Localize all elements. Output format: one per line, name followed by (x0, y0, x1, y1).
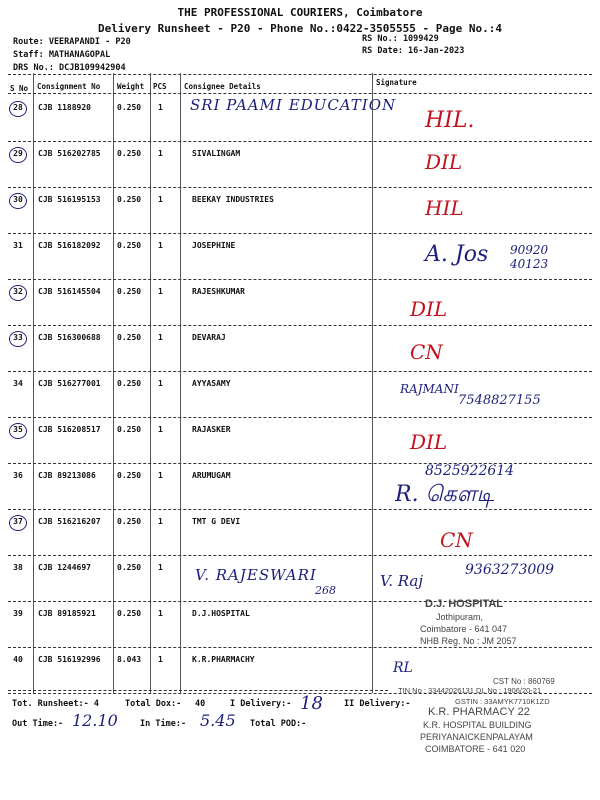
pcs-value: 1 (158, 241, 163, 250)
row-separator (8, 187, 592, 188)
weight-value: 0.250 (117, 379, 142, 388)
stamp-dj-place: Jothipuram, (436, 612, 484, 622)
consignment-number: CJB 1244697 (38, 563, 91, 572)
consignee-name: TMT G DEVI (192, 517, 241, 526)
consignee-name: SIVALINGAM (192, 149, 241, 158)
consignment-number: CJB 516208517 (38, 425, 101, 434)
consignee-name: DEVARAJ (192, 333, 226, 342)
total-runsheet: Tot. Runsheet:- 4 (12, 699, 99, 709)
rs-number: RS No.: 1099429 (362, 34, 439, 44)
signature-mark: CN (440, 528, 473, 552)
stamp-dj-city: Coimbatore - 641 047 (420, 624, 508, 634)
stamp-kr-name: K.R. PHARMACY 22 (428, 706, 530, 718)
runsheet-subtitle: Delivery Runsheet - P20 - Phone No.:0422-3505555 - Page No.:4 (98, 22, 502, 35)
pcs-value: 1 (158, 379, 163, 388)
consignee-name: D.J.HOSPITAL (192, 609, 250, 618)
weight-value: 0.250 (117, 149, 142, 158)
consignment-number: CJB 516182092 (38, 241, 101, 250)
row-separator (8, 141, 592, 142)
row-serial-number: 40 (13, 655, 23, 664)
pcs-value: 1 (158, 287, 163, 296)
in-time-label: In Time:- (140, 719, 187, 729)
consignment-number: CJB 516145504 (38, 287, 101, 296)
pcs-value: 1 (158, 517, 163, 526)
signature-mark: RL (393, 660, 413, 676)
i-delivery-label: I Delivery:- (230, 699, 292, 709)
signature-mark: DIL (410, 430, 448, 454)
col-header-weight: Weight (117, 82, 145, 91)
handwritten-note: 8525922614 (425, 463, 515, 479)
row-separator (8, 555, 592, 556)
pcs-value: 1 (158, 655, 163, 664)
weight-value: 0.250 (117, 609, 142, 618)
col-divider (150, 73, 151, 693)
consignee-name: BEEKAY INDUSTRIES (192, 195, 274, 204)
consignee-name: ARUMUGAM (192, 471, 231, 480)
pcs-value: 1 (158, 103, 163, 112)
consignee-name: AYYASAMY (192, 379, 231, 388)
pcs-value: 1 (158, 471, 163, 480)
row-separator (8, 417, 592, 418)
consignee-name: K.R.PHARMACHY (192, 655, 255, 664)
row-serial-number: 28 (13, 103, 23, 112)
pcs-value: 1 (158, 333, 163, 342)
route-label: Route: VEERAPANDI - P20 (13, 37, 131, 47)
pcs-value: 1 (158, 149, 163, 158)
consignment-number: CJB 89185921 (38, 609, 96, 618)
handwritten-note: 9363273009 (465, 562, 555, 578)
consignment-number: CJB 516300688 (38, 333, 101, 342)
weight-value: 0.250 (117, 425, 142, 434)
row-separator (8, 601, 592, 602)
col-header-sno: S No (10, 84, 29, 93)
signature-mark: DIL (425, 150, 463, 174)
table-top-line (8, 74, 592, 75)
signature-mark: HIL. (425, 108, 475, 133)
consignment-number: CJB 516195153 (38, 195, 101, 204)
signature-mark: R. கௌடி (395, 482, 495, 507)
handwritten-note: 90920 40123 (510, 243, 549, 271)
row-serial-number: 29 (13, 149, 23, 158)
pcs-value: 1 (158, 563, 163, 572)
consignment-number: CJB 516202785 (38, 149, 101, 158)
row-separator (8, 233, 592, 234)
weight-value: 0.250 (117, 517, 142, 526)
weight-value: 0.250 (117, 195, 142, 204)
serial-circle-mark (9, 193, 27, 209)
row-serial-number: 36 (13, 471, 23, 480)
stamp-kr-area: PERIYANAICKENPALAYAM (420, 732, 533, 742)
col-divider (372, 73, 373, 693)
stamp-kr-tin: TIN No : 33442026131 DL No : 1906/20-21 (398, 686, 542, 695)
weight-value: 0.250 (117, 287, 142, 296)
rs-date: RS Date: 16-Jan-2023 (362, 46, 465, 56)
consignee-name: RAJESHKUMAR (192, 287, 245, 296)
serial-circle-mark (9, 423, 27, 439)
col-header-consignment: Consignment No (37, 82, 101, 91)
row-serial-number: 39 (13, 609, 23, 618)
row-serial-number: 30 (13, 195, 23, 204)
weight-value: 0.250 (117, 563, 142, 572)
handwritten-note: 7548827155 (458, 393, 541, 408)
serial-circle-mark (9, 285, 27, 301)
row-separator (8, 509, 592, 510)
stamp-kr-gstin: GSTIN : 33AMYK7710K1ZD (455, 697, 550, 706)
col-divider (180, 73, 181, 693)
in-time-value: 5.45 (200, 711, 236, 730)
signature-mark: CN (410, 340, 443, 364)
serial-circle-mark (9, 331, 27, 347)
ii-delivery-label: II Delivery:- (344, 699, 411, 709)
weight-value: 8.043 (117, 655, 142, 664)
header-underline (8, 93, 592, 94)
row-serial-number: 38 (13, 563, 23, 572)
drs-label: DRS No.: DCJB109942904 (13, 63, 126, 73)
stamp-kr-cst: CST No : 860769 (493, 677, 555, 686)
row-separator (8, 279, 592, 280)
pcs-value: 1 (158, 609, 163, 618)
company-title: THE PROFESSIONAL COURIERS, Coimbatore (177, 6, 423, 19)
stamp-kr-building: K.R. HOSPITAL BUILDING (423, 720, 532, 730)
row-separator (8, 647, 592, 648)
consignee-name: RAJASKER (192, 425, 231, 434)
weight-value: 0.250 (117, 241, 142, 250)
stamp-kr-city: COIMBATORE - 641 020 (425, 744, 526, 754)
signature-mark: V. Raj (380, 572, 423, 590)
handwritten-consignee: V. RAJESWARI (195, 566, 317, 584)
row-serial-number: 35 (13, 425, 23, 434)
col-divider (113, 73, 114, 693)
staff-label: Staff: MATHANAGOPAL (13, 50, 111, 60)
col-header-signature: Signature (376, 78, 417, 87)
signature-mark: DIL (410, 297, 448, 321)
consignment-number: CJB 516216207 (38, 517, 101, 526)
col-divider (33, 73, 34, 693)
signature-mark: A. Jos (425, 242, 489, 267)
row-serial-number: 33 (13, 333, 23, 342)
serial-circle-mark (9, 147, 27, 163)
stamp-dj-name: D.J. HOSPITAL (425, 598, 504, 610)
row-separator (8, 325, 592, 326)
out-time-value: 12.10 (72, 711, 118, 730)
consignment-number: CJB 516192996 (38, 655, 101, 664)
row-serial-number: 32 (13, 287, 23, 296)
total-dox-value: 40 (195, 699, 206, 709)
handwritten-consignee: SRI PAAMI EDUCATION (190, 96, 397, 114)
row-serial-number: 34 (13, 379, 23, 388)
weight-value: 0.250 (117, 333, 142, 342)
weight-value: 0.250 (117, 471, 142, 480)
row-serial-number: 31 (13, 241, 23, 250)
out-time-label: Out Time:- (12, 719, 64, 729)
stamp-dj-reg: NHB Reg. No : JM 2057 (420, 636, 517, 646)
pcs-value: 1 (158, 195, 163, 204)
row-serial-number: 37 (13, 517, 23, 526)
handwritten-note: 268 (315, 584, 336, 597)
total-pod-label: Total POD:- (250, 719, 307, 729)
consignee-name: JOSEPHINE (192, 241, 236, 250)
i-delivery-value: 18 (300, 693, 323, 714)
total-dox-label: Total Dox:- (125, 699, 182, 709)
signature-mark: HIL (425, 196, 464, 220)
consignment-number: CJB 1188920 (38, 103, 91, 112)
serial-circle-mark (9, 101, 27, 117)
weight-value: 0.250 (117, 103, 142, 112)
serial-circle-mark (9, 515, 27, 531)
pcs-value: 1 (158, 425, 163, 434)
signature-mark: RAJMANI (400, 382, 459, 396)
consignment-number: CJB 89213086 (38, 471, 96, 480)
col-header-consignee: Consignee Details (184, 82, 261, 91)
consignment-number: CJB 516277001 (38, 379, 101, 388)
row-separator (8, 371, 592, 372)
col-header-pcs: PCS (153, 82, 167, 91)
footer-line (8, 690, 388, 691)
